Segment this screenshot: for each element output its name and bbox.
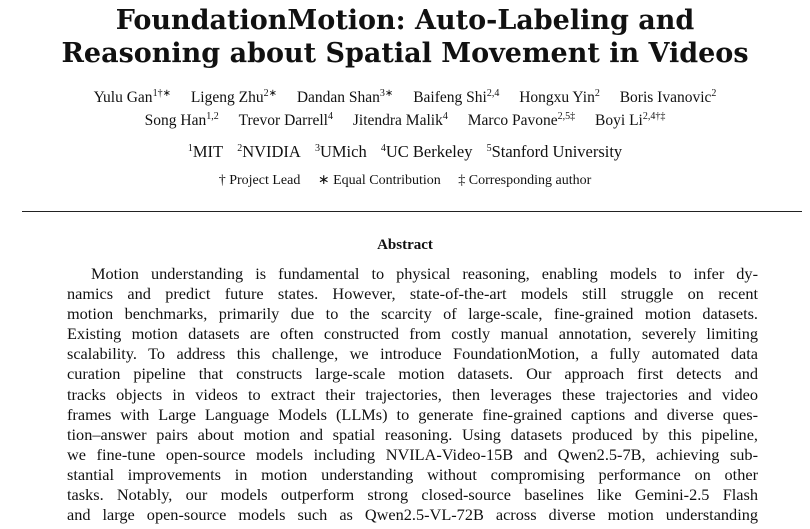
author: Boyi $Li^{2,4\dagger\ddagger}$ — [595, 111, 666, 129]
author-line-2 — [0, 109, 810, 132]
abstract-line: tracks objects in videos to extract their trajectories, then leverages these trajectories and video — [67, 384, 758, 404]
affiliation: $^2$NVIDIA — [237, 142, 301, 161]
title-line-1: FoundationMotion: Auto-Labeling and — [115, 5, 695, 36]
author: Dandan Shan$^{3∗}$ — [296, 88, 394, 106]
author: Marco Pavone$^{2,5\ddagger}$ — [467, 111, 576, 129]
note-equal-contribution: ∗ Equal Contribution — [317, 173, 441, 188]
author-list — [0, 86, 810, 132]
abstract-line: and large open-source models such as Qwen2.5-VL-72B across diverse motion understanding — [67, 505, 758, 525]
author: Hongxu Yin$^2$ — [519, 88, 600, 106]
author: Boris Ivanovic$^2$ — [619, 88, 717, 106]
author: Yulu Gan$^{1\dagger∗}$ — [93, 88, 171, 106]
affiliation: $^4$UC Berkeley — [380, 142, 473, 161]
abstract-line: tion–answer pairs about motion and spatial reasoning. Using datasets produced by this pipeline, — [67, 424, 758, 444]
abstract-line: scalability. To address this challenge, we introduce FoundationMotion, a fully automated data — [67, 344, 758, 364]
author: Baifeng Shi$^{2,4}$ — [413, 88, 500, 106]
author-notes — [0, 171, 810, 191]
abstract-line: Motion understanding is fundamental to physical reasoning, enabling models to infer dy- — [91, 264, 758, 283]
abstract-line: stantial improvements in motion understanding without compromising performance on other — [67, 464, 758, 484]
affiliation: $^1$MIT — [187, 142, 224, 161]
title-line-2: Reasoning about Spatial Movement in Videos — [61, 38, 749, 69]
abstract-line: frames with Large Language Models (LLMs) to generate fine-grained captions and diverse ques- — [67, 404, 758, 424]
abstract-line: motion benchmarks, primarily due to the scarcity of large-scale, fine-grained motion datasets. — [67, 304, 758, 324]
abstract-heading: Abstract — [377, 237, 433, 253]
abstract-line: Existing motion datasets are often constructed from costly manual annotation, severely limiting — [67, 324, 758, 344]
abstract-body — [67, 264, 758, 525]
author: Song Han$^{1,2}$ — [144, 111, 219, 129]
note-corresponding-author: ‡ Corresponding author — [458, 173, 592, 188]
abstract-line: tasks. Notably, our models outperform strong closed-source baselines like Gemini-2.5 Flash — [67, 485, 758, 505]
author: Ligeng Zhu$^{2∗}$ — [190, 88, 277, 106]
note-project-lead: † Project Lead — [218, 173, 301, 188]
affiliation: $^5$Stanford University — [486, 142, 623, 161]
affiliation: $^3$UMich — [314, 142, 367, 161]
horizontal-divider — [22, 211, 802, 212]
abstract-line: namics and predict future states. However, state-of-the-art models still struggle on recent — [67, 284, 758, 304]
abstract-line: we fine-tune open-source models including NVILA-Video-15B and Qwen2.5-7B, achieving sub- — [67, 444, 758, 464]
affiliations — [0, 141, 810, 163]
author: Jitendra Malik$^4$ — [352, 111, 448, 129]
paper-title — [0, 4, 810, 70]
abstract-line: curation pipeline that constructs large-scale motion datasets. Our approach first detects and — [67, 364, 758, 384]
author: Trevor Darrell$^4$ — [238, 111, 333, 129]
author-line-1 — [0, 86, 810, 109]
